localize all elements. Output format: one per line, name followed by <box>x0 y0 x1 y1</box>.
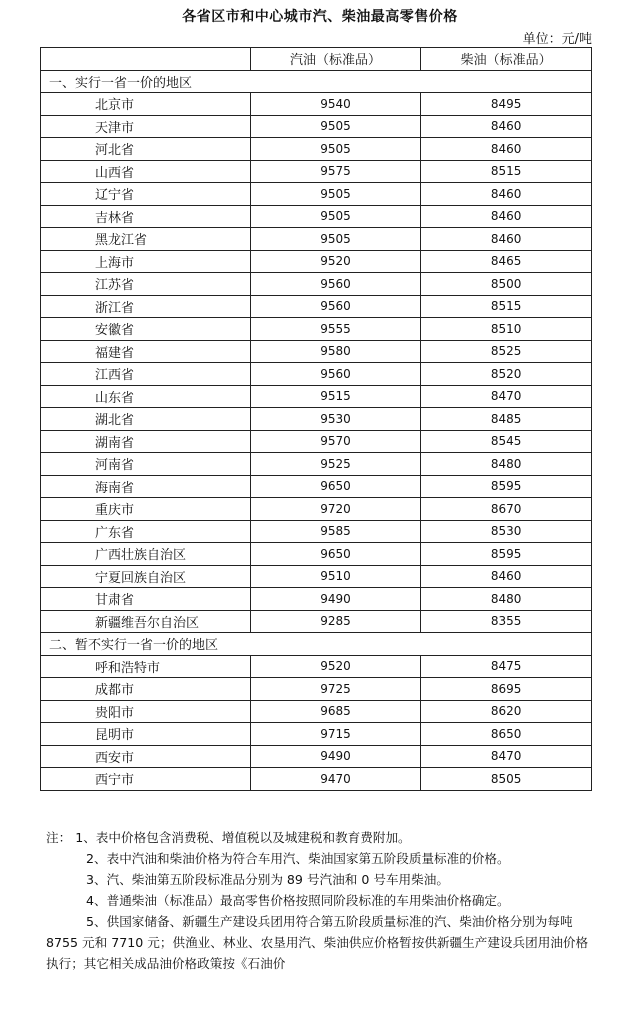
region-name-cell: 广西壮族自治区 <box>41 543 251 566</box>
table-row <box>41 138 592 161</box>
gasoline-price-cell: 9285 <box>250 610 421 633</box>
gasoline-price-cell: 9650 <box>250 543 421 566</box>
region-name-cell: 上海市 <box>41 250 251 273</box>
region-name-cell: 江西省 <box>41 363 251 386</box>
diesel-price-cell: 8485 <box>421 408 592 431</box>
region-name-cell: 海南省 <box>41 475 251 498</box>
table-header-row <box>41 48 592 71</box>
gasoline-price-cell: 9505 <box>250 115 421 138</box>
gasoline-price-cell: 9720 <box>250 498 421 521</box>
table-row <box>41 250 592 273</box>
gasoline-price-cell: 9525 <box>250 453 421 476</box>
header-gasoline-cell: 汽油（标准品） <box>250 48 421 71</box>
gasoline-price-cell: 9520 <box>250 655 421 678</box>
table-row <box>41 543 592 566</box>
gasoline-price-cell: 9715 <box>250 723 421 746</box>
table-row <box>41 498 592 521</box>
gasoline-price-cell: 9470 <box>250 768 421 791</box>
diesel-price-cell: 8595 <box>421 475 592 498</box>
diesel-price-cell: 8515 <box>421 295 592 318</box>
gasoline-price-cell: 9520 <box>250 250 421 273</box>
diesel-price-cell: 8505 <box>421 768 592 791</box>
gasoline-price-cell: 9575 <box>250 160 421 183</box>
region-name-cell: 江苏省 <box>41 273 251 296</box>
gasoline-price-cell: 9555 <box>250 318 421 341</box>
diesel-price-cell: 8470 <box>421 745 592 768</box>
gasoline-price-cell: 9490 <box>250 745 421 768</box>
region-name-cell: 安徽省 <box>41 318 251 341</box>
table-row <box>41 93 592 116</box>
diesel-price-cell: 8695 <box>421 678 592 701</box>
region-name-cell: 湖南省 <box>41 430 251 453</box>
table-row <box>41 385 592 408</box>
diesel-price-cell: 8460 <box>421 228 592 251</box>
region-name-cell: 呼和浩特市 <box>41 655 251 678</box>
gasoline-price-cell: 9650 <box>250 475 421 498</box>
gasoline-price-cell: 9725 <box>250 678 421 701</box>
region-name-cell: 广东省 <box>41 520 251 543</box>
diesel-price-cell: 8595 <box>421 543 592 566</box>
diesel-price-cell: 8465 <box>421 250 592 273</box>
note-line: 4、普通柴油（标准品）最高零售价格按照同阶段标准的车用柴油价格确定。 <box>86 893 510 908</box>
table-row <box>41 520 592 543</box>
table-row <box>41 115 592 138</box>
gasoline-price-cell: 9560 <box>250 295 421 318</box>
diesel-price-cell: 8355 <box>421 610 592 633</box>
table-row <box>41 678 592 701</box>
gasoline-price-cell: 9560 <box>250 363 421 386</box>
region-name-cell: 山东省 <box>41 385 251 408</box>
gasoline-price-cell: 9515 <box>250 385 421 408</box>
header-diesel-cell: 柴油（标准品） <box>421 48 592 71</box>
diesel-price-cell: 8545 <box>421 430 592 453</box>
price-table <box>40 47 592 791</box>
gasoline-price-cell: 9685 <box>250 700 421 723</box>
gasoline-price-cell: 9505 <box>250 228 421 251</box>
diesel-price-cell: 8475 <box>421 655 592 678</box>
note-line: 2、表中汽油和柴油价格为符合车用汽、柴油国家第五阶段质量标准的价格。 <box>86 851 510 866</box>
diesel-price-cell: 8525 <box>421 340 592 363</box>
gasoline-price-cell: 9530 <box>250 408 421 431</box>
region-name-cell: 新疆维吾尔自治区 <box>41 610 251 633</box>
region-name-cell: 北京市 <box>41 93 251 116</box>
region-name-cell: 成都市 <box>41 678 251 701</box>
table-row <box>41 565 592 588</box>
section-row <box>41 633 592 656</box>
region-name-cell: 天津市 <box>41 115 251 138</box>
note-line: 3、汽、柴油第五阶段标准品分别为 89 号汽油和 0 号车用柴油。 <box>86 872 449 887</box>
region-name-cell: 贵阳市 <box>41 700 251 723</box>
diesel-price-cell: 8495 <box>421 93 592 116</box>
table-row <box>41 183 592 206</box>
table-row <box>41 655 592 678</box>
table-row <box>41 700 592 723</box>
gasoline-price-cell: 9505 <box>250 183 421 206</box>
page-title: 各省区市和中心城市汽、柴油最高零售价格 <box>182 9 458 25</box>
table-row <box>41 273 592 296</box>
table-row <box>41 408 592 431</box>
diesel-price-cell: 8460 <box>421 565 592 588</box>
diesel-price-cell: 8460 <box>421 183 592 206</box>
table-row <box>41 588 592 611</box>
table-row <box>41 723 592 746</box>
gasoline-price-cell: 9570 <box>250 430 421 453</box>
diesel-price-cell: 8510 <box>421 318 592 341</box>
region-name-cell: 福建省 <box>41 340 251 363</box>
table-row <box>41 363 592 386</box>
gasoline-price-cell: 9510 <box>250 565 421 588</box>
diesel-price-cell: 8620 <box>421 700 592 723</box>
region-name-cell: 山西省 <box>41 160 251 183</box>
gasoline-price-cell: 9580 <box>250 340 421 363</box>
region-name-cell: 浙江省 <box>41 295 251 318</box>
diesel-price-cell: 8480 <box>421 453 592 476</box>
table-row <box>41 610 592 633</box>
unit-label: 单位：元/吨 <box>522 32 592 47</box>
region-name-cell: 昆明市 <box>41 723 251 746</box>
gasoline-price-cell: 9505 <box>250 205 421 228</box>
region-name-cell: 辽宁省 <box>41 183 251 206</box>
note-line: 5、供国家储备、新疆生产建设兵团用符合第五阶段质量标准的汽、柴油价格分别为每吨 8755 元和 7710 元；供渔业、林业、农垦用汽、柴油供应价格暂按供新疆生产建设兵团用油价格执行；其它相关成品油价格政策按《石油价 <box>46 914 589 971</box>
table-row <box>41 318 592 341</box>
table-row <box>41 745 592 768</box>
diesel-price-cell: 8460 <box>421 115 592 138</box>
table-row <box>41 475 592 498</box>
note-line: 注： 1、表中价格包含消费税、增值税以及城建税和教育费附加。 <box>46 830 411 845</box>
region-name-cell: 甘肃省 <box>41 588 251 611</box>
region-name-cell: 黑龙江省 <box>41 228 251 251</box>
region-name-cell: 重庆市 <box>41 498 251 521</box>
table-row <box>41 340 592 363</box>
table-row <box>41 160 592 183</box>
diesel-price-cell: 8530 <box>421 520 592 543</box>
gasoline-price-cell: 9560 <box>250 273 421 296</box>
region-name-cell: 湖北省 <box>41 408 251 431</box>
table-row <box>41 430 592 453</box>
gasoline-price-cell: 9585 <box>250 520 421 543</box>
table-row <box>41 205 592 228</box>
section-label: 一、实行一省一价的地区 <box>41 70 592 93</box>
diesel-price-cell: 8460 <box>421 205 592 228</box>
diesel-price-cell: 8470 <box>421 385 592 408</box>
section-label: 二、暂不实行一省一价的地区 <box>41 633 592 656</box>
region-name-cell: 西安市 <box>41 745 251 768</box>
region-name-cell: 河北省 <box>41 138 251 161</box>
region-name-cell: 河南省 <box>41 453 251 476</box>
diesel-price-cell: 8650 <box>421 723 592 746</box>
diesel-price-cell: 8670 <box>421 498 592 521</box>
section-row <box>41 70 592 93</box>
gasoline-price-cell: 9490 <box>250 588 421 611</box>
notes-block <box>46 827 594 974</box>
table-row <box>41 295 592 318</box>
table-row <box>41 453 592 476</box>
diesel-price-cell: 8480 <box>421 588 592 611</box>
gasoline-price-cell: 9540 <box>250 93 421 116</box>
region-name-cell: 吉林省 <box>41 205 251 228</box>
diesel-price-cell: 8500 <box>421 273 592 296</box>
header-region-cell <box>41 48 251 71</box>
table-row <box>41 228 592 251</box>
diesel-price-cell: 8515 <box>421 160 592 183</box>
diesel-price-cell: 8460 <box>421 138 592 161</box>
table-row <box>41 768 592 791</box>
region-name-cell: 西宁市 <box>41 768 251 791</box>
diesel-price-cell: 8520 <box>421 363 592 386</box>
region-name-cell: 宁夏回族自治区 <box>41 565 251 588</box>
gasoline-price-cell: 9505 <box>250 138 421 161</box>
